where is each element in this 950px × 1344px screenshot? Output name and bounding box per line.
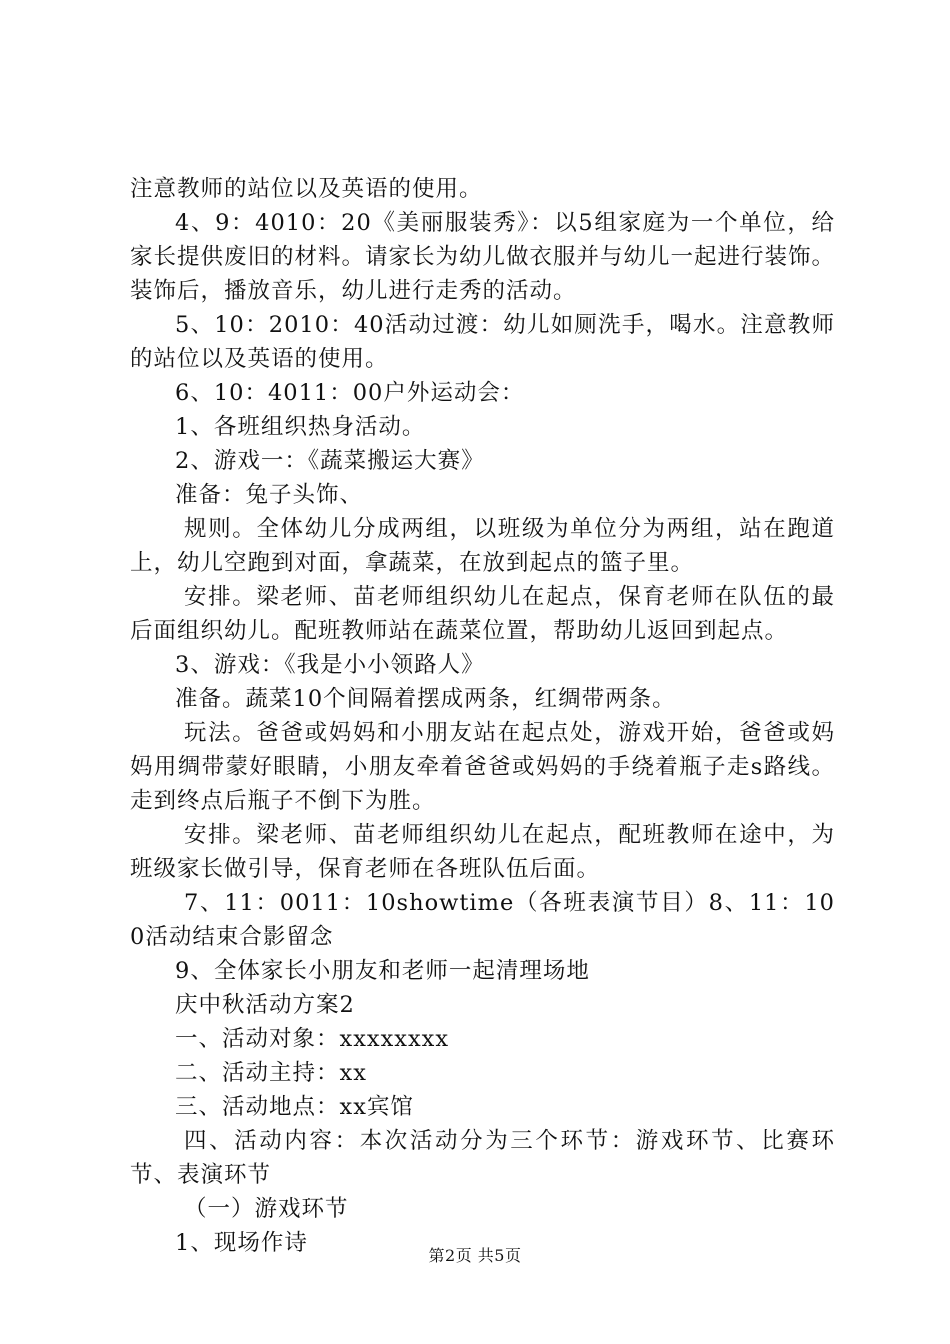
paragraph: 准备。蔬菜10个间隔着摆成两条，红绸带两条。: [175, 686, 676, 712]
paragraph: 安排。梁老师、苗老师组织幼儿在起点，保育老师在队伍的最后面组织幼儿。配班教师站在蔬菜位置，帮助幼儿返回到起点。: [130, 584, 835, 644]
paragraph: 注意教师的站位以及英语的使用。: [130, 176, 483, 202]
paragraph: 9、全体家长小朋友和老师一起清理场地: [175, 958, 590, 984]
paragraph: 安排。梁老师、苗老师组织幼儿在起点，配班教师在途中，为班级家长做引导，保育老师在各班队伍后面。: [130, 822, 835, 882]
section-heading: 庆中秋活动方案2: [175, 992, 355, 1018]
paragraph: 1、现场作诗: [175, 1230, 308, 1256]
paragraph: 6、10：4011：00户外运动会：: [175, 380, 525, 406]
paragraph: 一、活动对象：xxxxxxxx: [175, 1026, 450, 1052]
paragraph: 玩法。爸爸或妈妈和小朋友站在起点处，游戏开始，爸爸或妈妈用绸带蒙好眼睛，小朋友牵着爸爸或妈妈的手绕着瓶子走s路线。走到终点后瓶子不倒下为胜。: [130, 720, 835, 814]
paragraph: 2、游戏一：《蔬菜搬运大赛》: [175, 448, 485, 474]
paragraph: 准备：兔子头饰、: [175, 482, 364, 508]
paragraph: 1、各班组织热身活动。: [175, 414, 426, 440]
paragraph: 4、9：4010：20《美丽服装秀》：以5组家庭为一个单位，给家长提供废旧的材料。请家长为幼儿做衣服并与幼儿一起进行装饰。装饰后，播放音乐，幼儿进行走秀的活动。: [130, 210, 836, 304]
paragraph: 规则。全体幼儿分成两组，以班级为单位分为两组，站在跑道上，幼儿空跑到对面，拿蔬菜，在放到起点的篮子里。: [130, 516, 835, 576]
page-footer: 第2页 共5页: [428, 1246, 522, 1265]
paragraph: 7、11：0011：10showtime（各班表演节目）8、11：100活动结束合影留念: [130, 890, 835, 950]
paragraph: （一）游戏环节: [184, 1196, 349, 1222]
paragraph: 5、10：2010：40活动过渡：幼儿如厕洗手，喝水。注意教师的站位以及英语的使用。: [130, 312, 835, 372]
paragraph: 3、游戏：《我是小小领路人》: [175, 652, 485, 678]
paragraph: 三、活动地点：xx宾馆: [175, 1094, 414, 1120]
paragraph: 四、活动内容：本次活动分为三个环节：游戏环节、比赛环节、表演环节: [130, 1128, 835, 1188]
paragraph: 二、活动主持：xx: [175, 1060, 367, 1086]
document-body: [130, 172, 835, 1260]
